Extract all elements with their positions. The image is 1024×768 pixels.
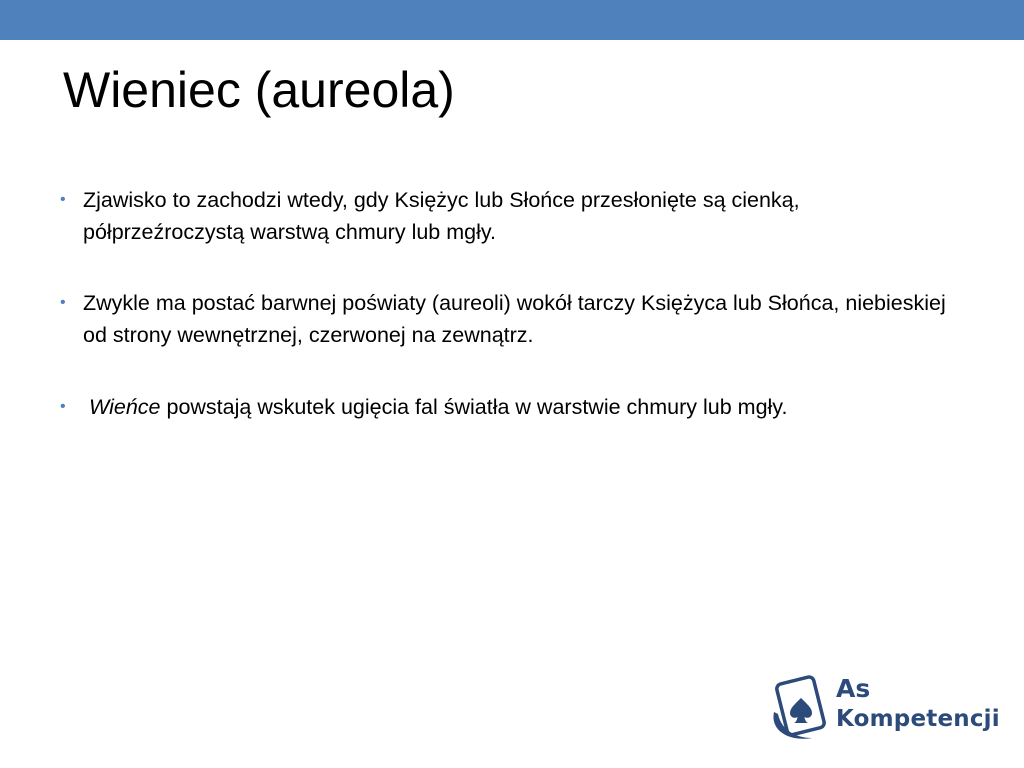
bullet-text: Zjawisko to zachodzi wtedy, gdy Księżyc lub Słońce przesłonięte są cienką, półprzeźroczystą warstwą chmury lub mgły.	[83, 188, 800, 244]
spade-card-icon	[768, 672, 832, 744]
bullet-item	[60, 184, 960, 248]
logo-line-1: As	[836, 674, 871, 703]
bullet-icon: •	[60, 191, 66, 208]
bullet-text: Zwykle ma postać barwnej poświaty (aureoli) wokół tarczy Księżyca lub Słońca, niebieskiej od strony wewnętrznej, czerwonej na zewnątrz.	[83, 291, 946, 347]
bullet-item	[60, 391, 960, 423]
logo-line-2: Kompetencji	[836, 706, 1000, 732]
slide-title: Wieniec (aureola)	[63, 62, 455, 118]
bullet-icon: •	[60, 294, 66, 311]
as-kompetencji-logo	[768, 672, 1000, 744]
bullet-item	[60, 287, 960, 351]
bullet-list	[60, 184, 960, 423]
logo-text	[836, 674, 1000, 734]
bullet-italic-lead: Wieńce	[89, 395, 161, 419]
bullet-icon: •	[60, 398, 66, 415]
header-bar	[0, 0, 1024, 40]
bullet-text: powstają wskutek ugięcia fal światła w warstwie chmury lub mgły.	[160, 395, 788, 419]
